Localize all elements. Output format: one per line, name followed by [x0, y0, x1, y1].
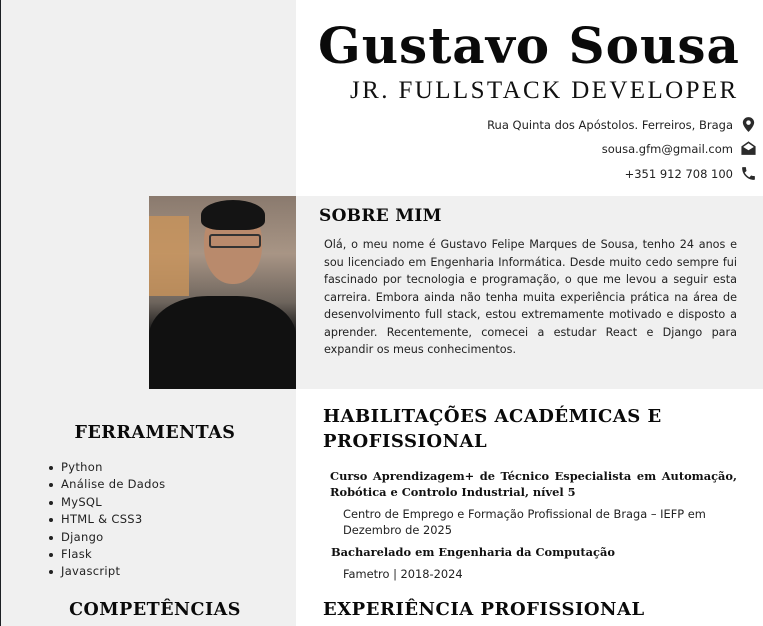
- tool-item: Javascript: [48, 563, 165, 580]
- tool-item: MySQL: [48, 494, 165, 511]
- tool-item: Flask: [48, 546, 165, 563]
- contact-email[interactable]: [602, 140, 757, 157]
- photo-hair: [201, 200, 265, 230]
- about-section: [296, 196, 763, 389]
- experience-title: EXPERIÊNCIA PROFISSIONAL: [323, 599, 645, 620]
- tool-item: Análise de Dados: [48, 476, 165, 493]
- address-text: Rua Quinta dos Apóstolos. Ferreiros, Braga: [487, 117, 733, 132]
- envelope-icon: [740, 140, 757, 157]
- education-item-title: Curso Aprendizagem+ de Técnico Especialista em Automação, Robótica e Controlo Industrial, nível 5: [330, 469, 737, 499]
- email-text[interactable]: sousa.gfm@gmail.com: [601, 141, 733, 156]
- about-text: Olá, o meu nome é Gustavo Felipe Marques de Sousa, tenho 24 anos e sou licenciado em Engenharia Informática. Desde muito cedo sempre fui fascinado por tecnologia e programação, o que me levou a seguir esta carreira. Embora ainda não tenha muita experiência prática na área de desenvolvimento full stack, estou extremamente motivado e disposto a aprender. Recentemente, comecei a estudar React e Django para expandir os meus conhecimentos.: [324, 238, 737, 356]
- phone-icon: [740, 165, 757, 182]
- tool-item: Python: [48, 459, 165, 476]
- contact-address: [487, 116, 757, 133]
- profile-photo: [149, 196, 296, 389]
- tools-title: FERRAMENTAS: [74, 423, 236, 443]
- education-item-subtitle: Centro de Emprego e Formação Profissional de Braga – IEFP em Dezembro de 2025: [343, 507, 706, 537]
- contact-phone[interactable]: [625, 165, 757, 182]
- photo-glasses: [209, 234, 261, 248]
- photo-shirt: [149, 296, 296, 389]
- header: [296, 0, 763, 196]
- tools-list: [48, 459, 165, 581]
- education-item-subtitle: Fametro | 2018-2024: [343, 567, 463, 581]
- education-item-title: Bacharelado em Engenharia da Computação: [331, 545, 615, 559]
- candidate-role: JR. FULLSTACK DEVELOPER: [350, 77, 739, 104]
- tool-item: Django: [48, 529, 165, 546]
- phone-text[interactable]: +351 912 708 100: [624, 166, 733, 181]
- tool-item: HTML & CSS3: [48, 511, 165, 528]
- skills-title: COMPETÊNCIAS: [69, 600, 241, 620]
- map-pin-icon: [740, 116, 757, 133]
- candidate-name: Gustavo Sousa: [318, 16, 740, 75]
- photo-background: [149, 216, 189, 296]
- about-title: SOBRE MIM: [319, 206, 442, 226]
- education-title: HABILITAÇÕES ACADÉMICAS E PROFISSIONAL: [323, 406, 662, 452]
